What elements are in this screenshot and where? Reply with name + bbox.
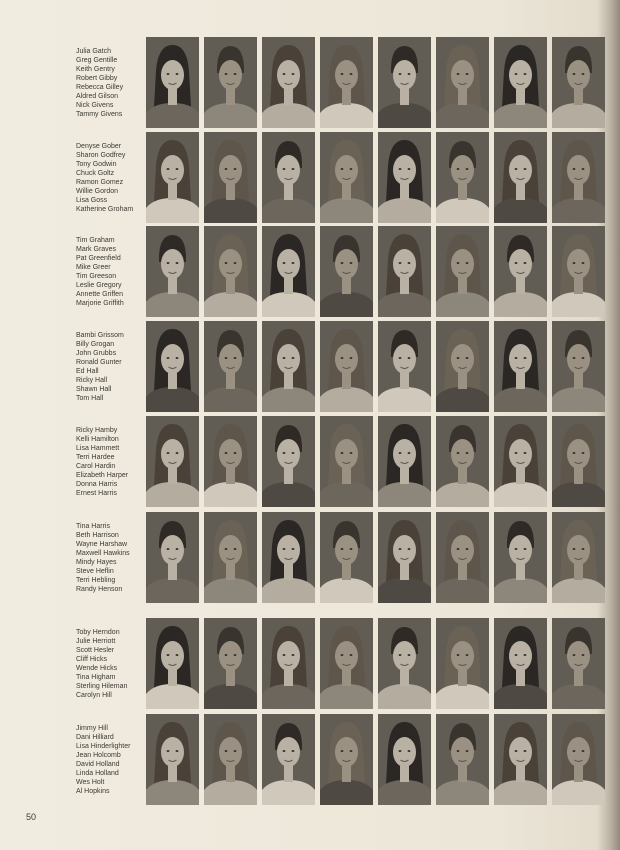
- student-portrait: [320, 37, 373, 128]
- student-portrait: [552, 416, 605, 507]
- student-name: Tim Greeson: [76, 273, 117, 280]
- student-portrait: [378, 37, 431, 128]
- student-portrait: [494, 416, 547, 507]
- student-name: Ed Hall: [76, 368, 99, 375]
- student-portrait: [494, 618, 547, 709]
- student-portrait: [378, 714, 431, 805]
- name-list: [76, 426, 146, 498]
- student-name: Leslie Gregory: [76, 282, 122, 289]
- student-portrait: [552, 132, 605, 223]
- student-portrait: [552, 321, 605, 412]
- student-portrait: [146, 512, 199, 603]
- student-name: Beth Harrison: [76, 532, 119, 539]
- student-name: Ernest Harris: [76, 490, 117, 497]
- student-name: Lisa Hammett: [76, 445, 120, 452]
- student-portrait: [204, 226, 257, 317]
- student-portrait: [146, 618, 199, 709]
- student-portrait: [320, 618, 373, 709]
- student-portrait: [262, 37, 315, 128]
- student-name: Ramon Gomez: [76, 179, 124, 186]
- name-list: [76, 724, 146, 796]
- student-portrait: [262, 512, 315, 603]
- student-portrait: [262, 714, 315, 805]
- name-list: [76, 628, 146, 700]
- student-portrait: [204, 321, 257, 412]
- student-portrait: [436, 321, 489, 412]
- student-name: Annette Griffen: [76, 291, 123, 298]
- student-name: Randy Henson: [76, 586, 123, 593]
- student-name: Terri Hebling: [76, 577, 116, 584]
- student-portrait: [262, 416, 315, 507]
- student-portrait: [494, 714, 547, 805]
- student-portrait: [552, 37, 605, 128]
- student-name: Maxwell Hawkins: [76, 550, 130, 557]
- student-portrait: [146, 226, 199, 317]
- student-name: Bambi Grissom: [76, 332, 124, 339]
- student-portrait: [378, 416, 431, 507]
- student-portrait: [146, 132, 199, 223]
- student-portrait: [320, 132, 373, 223]
- student-portrait: [262, 226, 315, 317]
- student-portrait: [320, 226, 373, 317]
- student-name: Tammy Givens: [76, 111, 123, 118]
- student-name: Donna Harris: [76, 481, 118, 488]
- student-name: Kelli Hamilton: [76, 436, 119, 443]
- student-portrait: [262, 618, 315, 709]
- student-name: Shawn Hall: [76, 386, 112, 393]
- student-portrait: [436, 132, 489, 223]
- student-name: Scott Hesler: [76, 647, 115, 654]
- student-name: Keith Gentry: [76, 66, 115, 73]
- page-number: 50: [26, 812, 37, 822]
- student-name: Katherine Groham: [76, 206, 134, 213]
- name-list: [76, 47, 146, 119]
- student-name: Lisa Goss: [76, 197, 108, 204]
- student-portrait: [146, 416, 199, 507]
- student-portrait: [378, 321, 431, 412]
- name-list: [76, 522, 146, 594]
- student-name: Steve Heflin: [76, 568, 114, 575]
- student-portrait: [494, 132, 547, 223]
- student-name: Wes Holt: [76, 779, 105, 786]
- student-name: Julia Gatch: [76, 48, 112, 55]
- student-portrait: [378, 618, 431, 709]
- student-name: David Holland: [76, 761, 120, 768]
- student-name: Tim Graham: [76, 237, 115, 244]
- student-name: Willie Gordon: [76, 188, 119, 195]
- student-name: Wende Hicks: [76, 665, 118, 672]
- student-portrait: [552, 512, 605, 603]
- student-name: Mark Graves: [76, 246, 117, 253]
- student-portrait: [262, 321, 315, 412]
- name-list: [76, 331, 146, 403]
- student-portrait: [436, 512, 489, 603]
- student-portrait: [204, 132, 257, 223]
- student-portrait: [436, 226, 489, 317]
- student-name: Wayne Harshaw: [76, 541, 128, 548]
- student-name: Nick Givens: [76, 102, 114, 109]
- student-portrait: [204, 714, 257, 805]
- student-portrait: [320, 714, 373, 805]
- student-name: Mindy Hayes: [76, 559, 117, 566]
- student-name: Tom Hall: [76, 395, 104, 402]
- student-name: Pat Greenfield: [76, 255, 121, 262]
- student-name: Mike Greer: [76, 264, 111, 271]
- photo-row: [146, 512, 606, 604]
- student-name: Elizabeth Harper: [76, 472, 129, 479]
- student-portrait: [436, 37, 489, 128]
- student-portrait: [204, 618, 257, 709]
- student-name: Marjorie Griffith: [76, 300, 124, 307]
- student-portrait: [320, 416, 373, 507]
- student-portrait: [146, 37, 199, 128]
- student-name: Ricky Hamby: [76, 427, 118, 434]
- student-name: Ronald Gunter: [76, 359, 122, 366]
- student-name: Linda Holland: [76, 770, 119, 777]
- student-portrait: [204, 512, 257, 603]
- student-portrait: [436, 416, 489, 507]
- student-name: Terri Hardee: [76, 454, 115, 461]
- student-portrait: [378, 226, 431, 317]
- student-portrait: [552, 714, 605, 805]
- student-name: Tony Godwin: [76, 161, 117, 168]
- student-name: Jimmy Hill: [76, 725, 108, 732]
- photo-row: [146, 618, 606, 710]
- student-name: Ricky Hall: [76, 377, 108, 384]
- student-name: Carolyn Hill: [76, 692, 112, 699]
- name-list: [76, 142, 146, 214]
- student-portrait: [552, 618, 605, 709]
- student-portrait: [262, 132, 315, 223]
- photo-row: [146, 37, 606, 129]
- student-name: Greg Gentille: [76, 57, 118, 64]
- student-name: Denyse Gober: [76, 143, 122, 150]
- name-list: [76, 236, 146, 308]
- student-portrait: [436, 714, 489, 805]
- student-name: Rebecca Gilley: [76, 84, 124, 91]
- student-portrait: [494, 37, 547, 128]
- student-portrait: [378, 132, 431, 223]
- student-name: Billy Grogan: [76, 341, 115, 348]
- student-name: Julie Herriott: [76, 638, 116, 645]
- photo-row: [146, 321, 606, 413]
- student-portrait: [320, 512, 373, 603]
- student-name: Sterling Hileman: [76, 683, 128, 690]
- student-portrait: [494, 512, 547, 603]
- student-name: Tina Harris: [76, 523, 110, 530]
- photo-row: [146, 132, 606, 224]
- student-portrait: [436, 618, 489, 709]
- student-name: Al Hopkins: [76, 788, 110, 795]
- photo-row: [146, 714, 606, 806]
- student-name: Tina Higham: [76, 674, 116, 681]
- student-name: Chuck Goltz: [76, 170, 115, 177]
- student-portrait: [378, 512, 431, 603]
- student-portrait: [204, 416, 257, 507]
- student-portrait: [494, 226, 547, 317]
- student-name: Lisa Hinderlighter: [76, 743, 131, 750]
- student-name: John Grubbs: [76, 350, 117, 357]
- student-portrait: [146, 714, 199, 805]
- student-portrait: [146, 321, 199, 412]
- student-name: Sharon Godfrey: [76, 152, 126, 159]
- student-portrait: [552, 226, 605, 317]
- student-portrait: [204, 37, 257, 128]
- photo-row: [146, 226, 606, 318]
- student-name: Carol Hardin: [76, 463, 116, 470]
- student-portrait: [320, 321, 373, 412]
- student-portrait: [494, 321, 547, 412]
- student-name: Jean Holcomb: [76, 752, 121, 759]
- student-name: Dani Hilliard: [76, 734, 114, 741]
- photo-row: [146, 416, 606, 508]
- student-name: Toby Herndon: [76, 629, 120, 636]
- student-name: Cliff Hicks: [76, 656, 107, 663]
- student-name: Aldred Gilson: [76, 93, 119, 100]
- student-name: Robert Gibby: [76, 75, 118, 82]
